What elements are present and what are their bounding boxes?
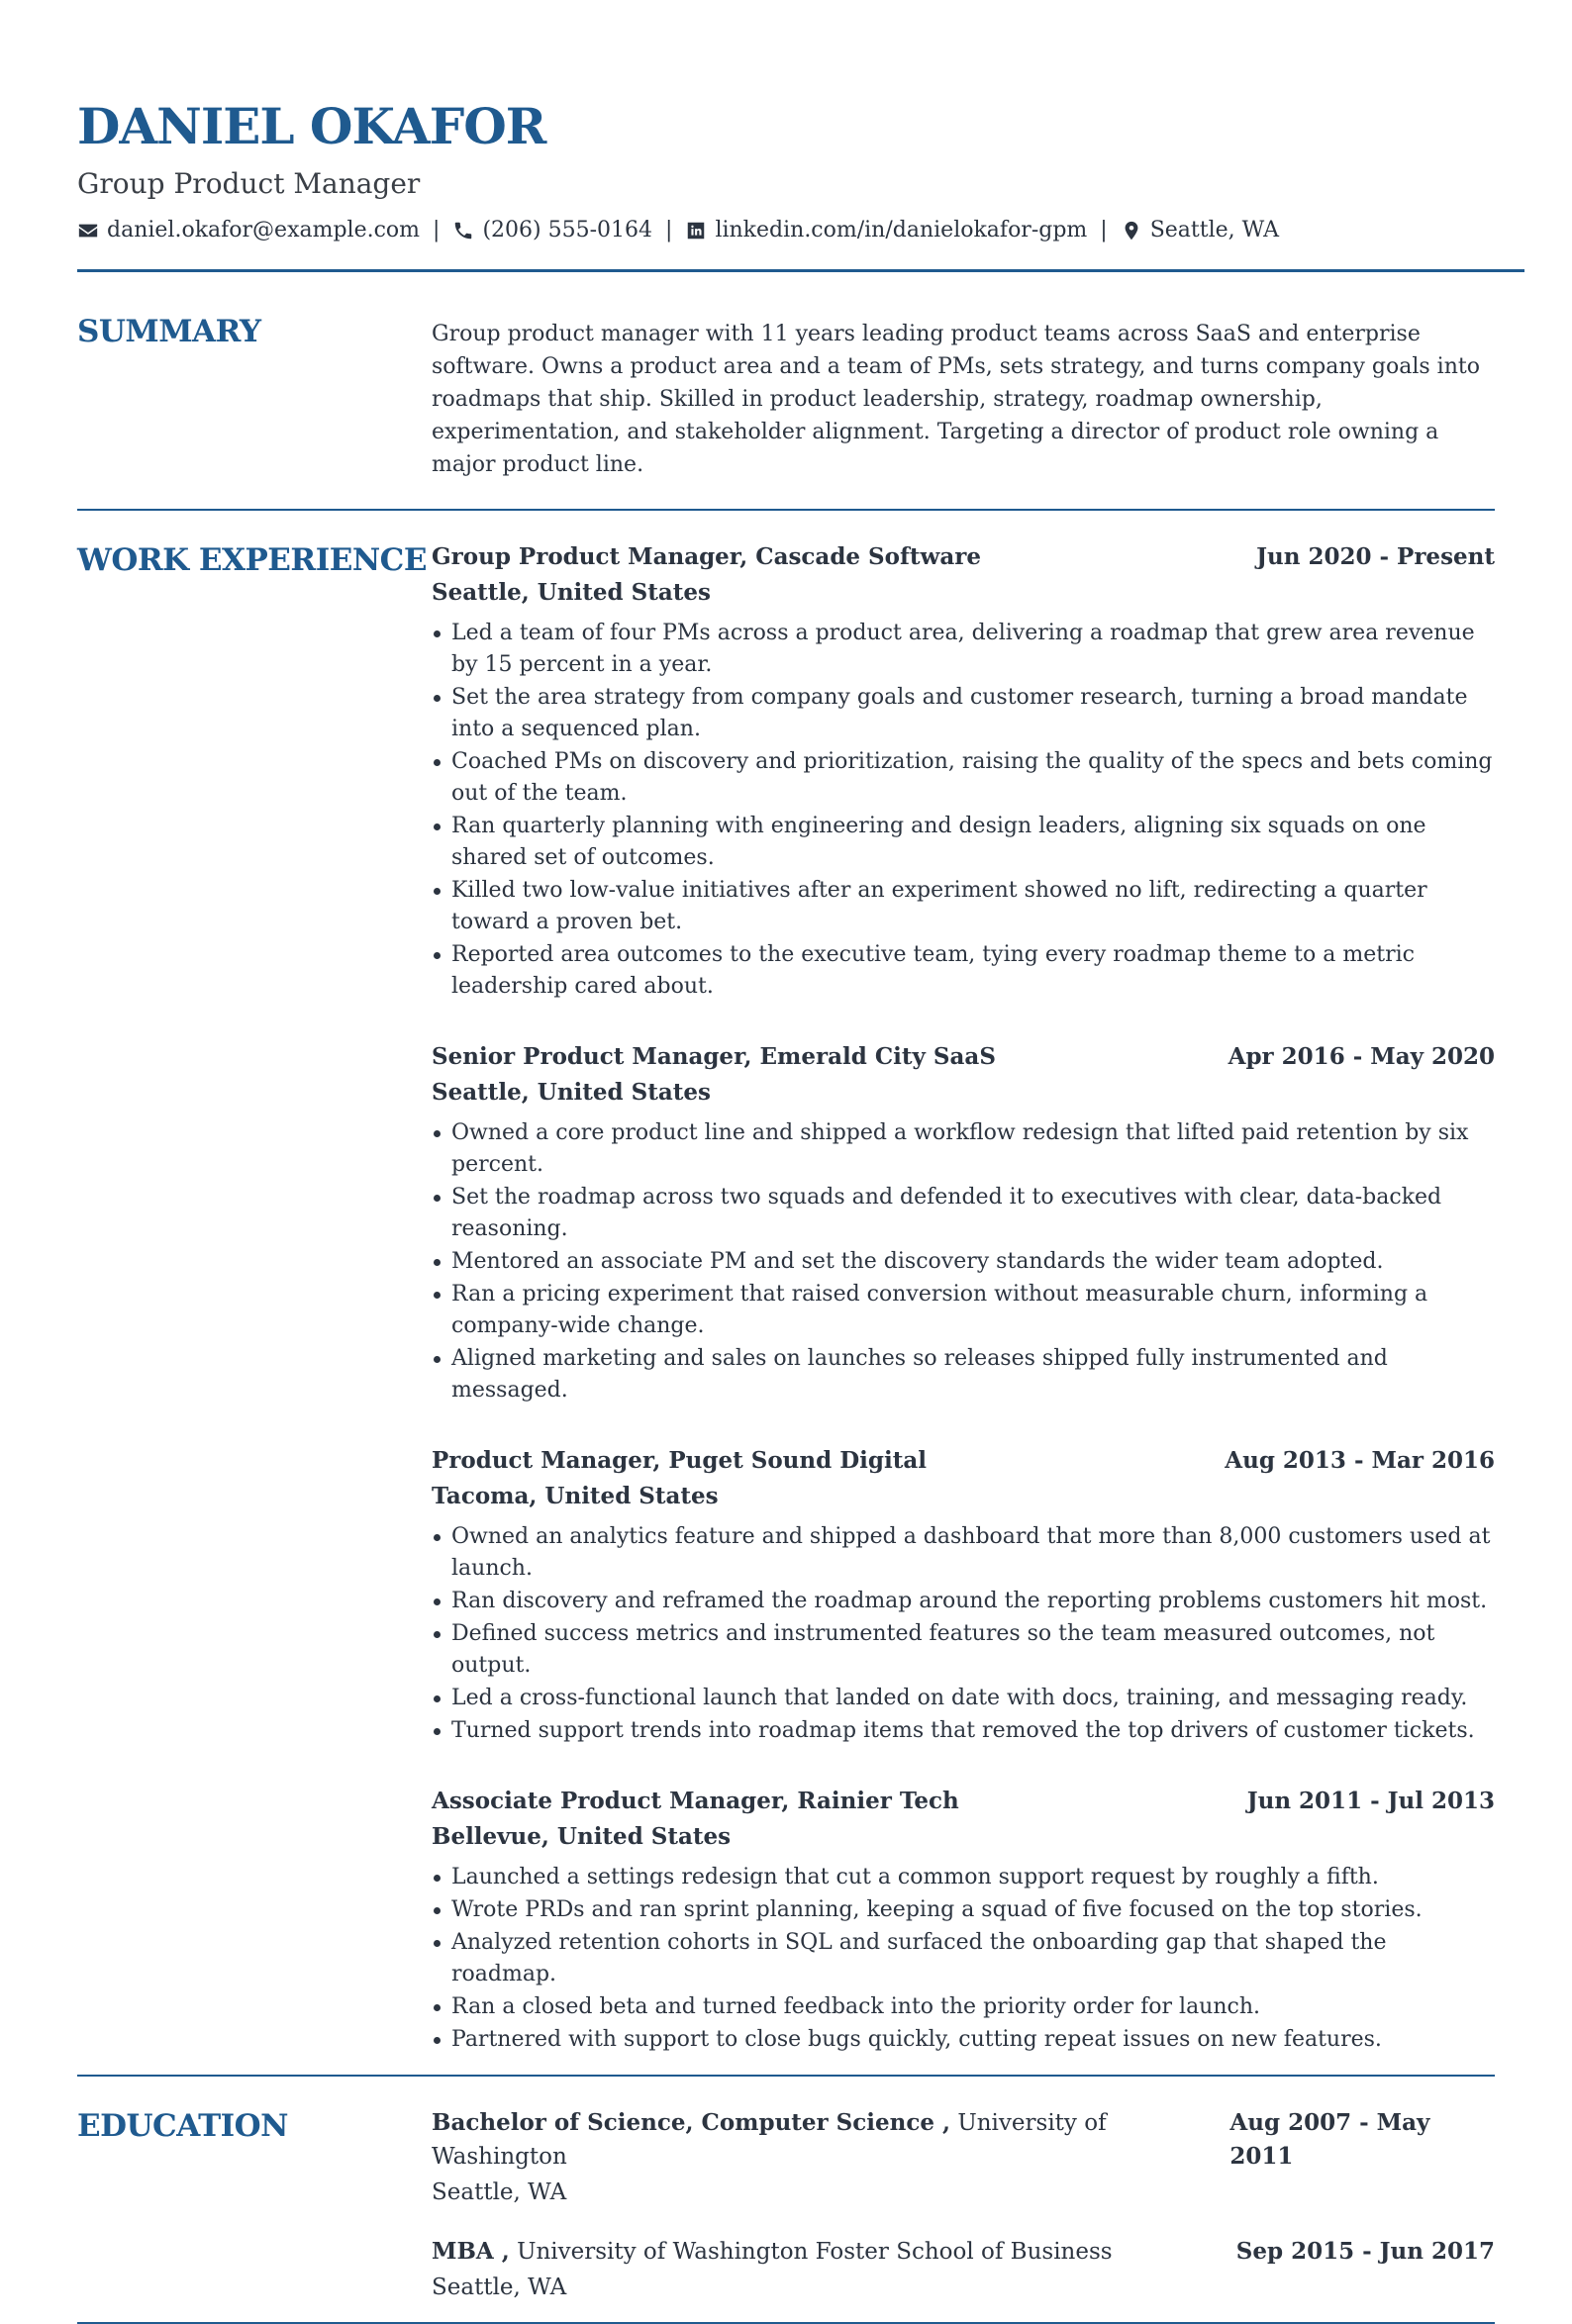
email-text: daniel.okafor@example.com xyxy=(107,218,421,242)
job-bullets xyxy=(432,1521,1495,1747)
job-entry xyxy=(432,540,1495,1003)
candidate-title: Group Product Manager xyxy=(77,167,421,200)
candidate-name: DANIEL OKAFOR xyxy=(77,97,546,155)
section-heading: EDUCATION xyxy=(77,2108,288,2144)
job-list xyxy=(432,540,1495,2057)
bullet-item: Partnered with support to close bugs quickly, cutting repeat issues on new features. xyxy=(451,2024,1495,2056)
education-location: Seattle, WA xyxy=(432,2275,567,2300)
contact-phone[interactable] xyxy=(452,216,652,245)
job-dates: Apr 2016 - May 2020 xyxy=(1228,1043,1495,1070)
bullet-item: Set the area strategy from company goals and customer research, turning a broad mandate into a sequenced plan. xyxy=(451,682,1495,745)
summary-text: Group product manager with 11 years leading product teams across SaaS and enterprise software. Owns a product area and a team of PMs, sets strategy, and turns company goals into roadmaps that ship. Skilled in product leadership, strategy, roadmap ownership, experimentation, and stakeholder alignment. Targeting a director of product role owning a major product line. xyxy=(432,322,1480,477)
job-location: Seattle, United States xyxy=(432,579,711,606)
job-entry xyxy=(432,1785,1495,2056)
contact-separator: | xyxy=(665,218,673,242)
degree: Bachelor of Science, Computer Science , xyxy=(432,2109,951,2136)
section-heading: WORK EXPERIENCE xyxy=(77,542,427,578)
school: University of Washington Foster School of Business xyxy=(517,2239,1113,2265)
job-dates: Jun 2020 - Present xyxy=(1256,543,1495,570)
degree: MBA , xyxy=(432,2238,510,2265)
education-dates: Aug 2007 - May 2011 xyxy=(1229,2109,1430,2170)
bullet-item: Set the roadmap across two squads and defended it to executives with clear, data-backed reasoning. xyxy=(451,1182,1495,1245)
job-title: Product Manager, Puget Sound Digital xyxy=(432,1447,927,1474)
bullet-item: Analyzed retention cohorts in SQL and surfaced the onboarding gap that shaped the roadmap. xyxy=(451,1927,1495,1990)
education-section xyxy=(77,2077,1495,2304)
bullet-item: Launched a settings redesign that cut a common support request by roughly a fifth. xyxy=(451,1862,1495,1893)
bullet-item: Aligned marketing and sales on launches so releases shipped fully instrumented and messaged. xyxy=(451,1343,1495,1406)
job-location: Bellevue, United States xyxy=(432,1823,732,1850)
contact-location xyxy=(1121,216,1279,245)
job-dates: Aug 2013 - Mar 2016 xyxy=(1225,1447,1495,1474)
bullet-item: Owned an analytics feature and shipped a dashboard that more than 8,000 customers used at launch. xyxy=(451,1521,1495,1585)
bullet-item: Ran discovery and reframed the roadmap around the reporting problems customers hit most. xyxy=(451,1586,1495,1617)
job-bullets xyxy=(432,618,1495,1003)
bullet-item: Ran quarterly planning with engineering and design leaders, aligning six squads on one shared set of outcomes. xyxy=(451,811,1495,874)
job-bullets xyxy=(432,1862,1495,2056)
experience-section xyxy=(77,511,1495,2057)
linkedin-text: linkedin.com/in/danielokafor-gpm xyxy=(715,218,1088,242)
summary-section xyxy=(77,272,1495,481)
job-bullets xyxy=(432,1117,1495,1406)
contact-separator: | xyxy=(433,218,441,242)
job-entry xyxy=(432,1444,1495,1747)
job-title: Associate Product Manager, Rainier Tech xyxy=(432,1788,959,1814)
school: University of Washington xyxy=(432,2110,1107,2170)
location-text: Seattle, WA xyxy=(1149,218,1280,242)
job-title: Group Product Manager, Cascade Software xyxy=(432,543,981,570)
phone-icon xyxy=(452,220,474,242)
bullet-item: Led a team of four PMs across a product area, delivering a roadmap that grew area revenue by 15 percent in a year. xyxy=(451,618,1495,681)
contact-separator: | xyxy=(1100,218,1108,242)
education-location: Seattle, WA xyxy=(432,2179,567,2205)
bullet-item: Turned support trends into roadmap items that removed the top drivers of customer tickets. xyxy=(451,1715,1495,1747)
bullet-item: Defined success metrics and instrumented features so the team measured outcomes, not output. xyxy=(451,1618,1495,1682)
bullet-item: Killed two low-value initiatives after an experiment showed no lift, redirecting a quarter toward a proven bet. xyxy=(451,875,1495,938)
education-list xyxy=(432,2106,1495,2304)
job-location: Tacoma, United States xyxy=(432,1483,719,1509)
bullet-item: Reported area outcomes to the executive team, tying every roadmap theme to a metric leadership cared about. xyxy=(451,939,1495,1003)
job-title: Senior Product Manager, Emerald City SaaS xyxy=(432,1043,996,1070)
bullet-item: Wrote PRDs and ran sprint planning, keeping a squad of five focused on the top stories. xyxy=(451,1894,1495,1926)
bullet-item: Ran a closed beta and turned feedback into the priority order for launch. xyxy=(451,1991,1495,2023)
linkedin-icon xyxy=(685,220,707,242)
bullet-item: Ran a pricing experiment that raised conversion without measurable churn, informing a company-wide change. xyxy=(451,1279,1495,1342)
bullet-item: Led a cross-functional launch that landed on date with docs, training, and messaging ready. xyxy=(451,1683,1495,1714)
education-dates: Sep 2015 - Jun 2017 xyxy=(1235,2238,1495,2265)
section-heading: SUMMARY xyxy=(77,314,261,349)
bullet-item: Coached PMs on discovery and prioritization, raising the quality of the specs and bets coming out of the team. xyxy=(451,746,1495,810)
bullet-item: Owned a core product line and shipped a workflow redesign that lifted paid retention by six percent. xyxy=(451,1117,1495,1181)
contact-linkedin[interactable] xyxy=(685,216,1087,245)
contact-email[interactable] xyxy=(77,216,420,245)
envelope-icon xyxy=(77,220,99,242)
job-dates: Jun 2011 - Jul 2013 xyxy=(1246,1788,1495,1814)
education-entry xyxy=(432,2106,1495,2209)
job-entry xyxy=(432,1040,1495,1406)
bullet-item: Mentored an associate PM and set the discovery standards the wider team adopted. xyxy=(451,1246,1495,1278)
education-entry xyxy=(432,2235,1495,2304)
location-pin-icon xyxy=(1121,220,1142,242)
contact-bar xyxy=(77,216,1495,245)
phone-text: (206) 555-0164 xyxy=(482,218,653,242)
resume-header xyxy=(77,95,1495,272)
job-location: Seattle, United States xyxy=(432,1079,711,1106)
